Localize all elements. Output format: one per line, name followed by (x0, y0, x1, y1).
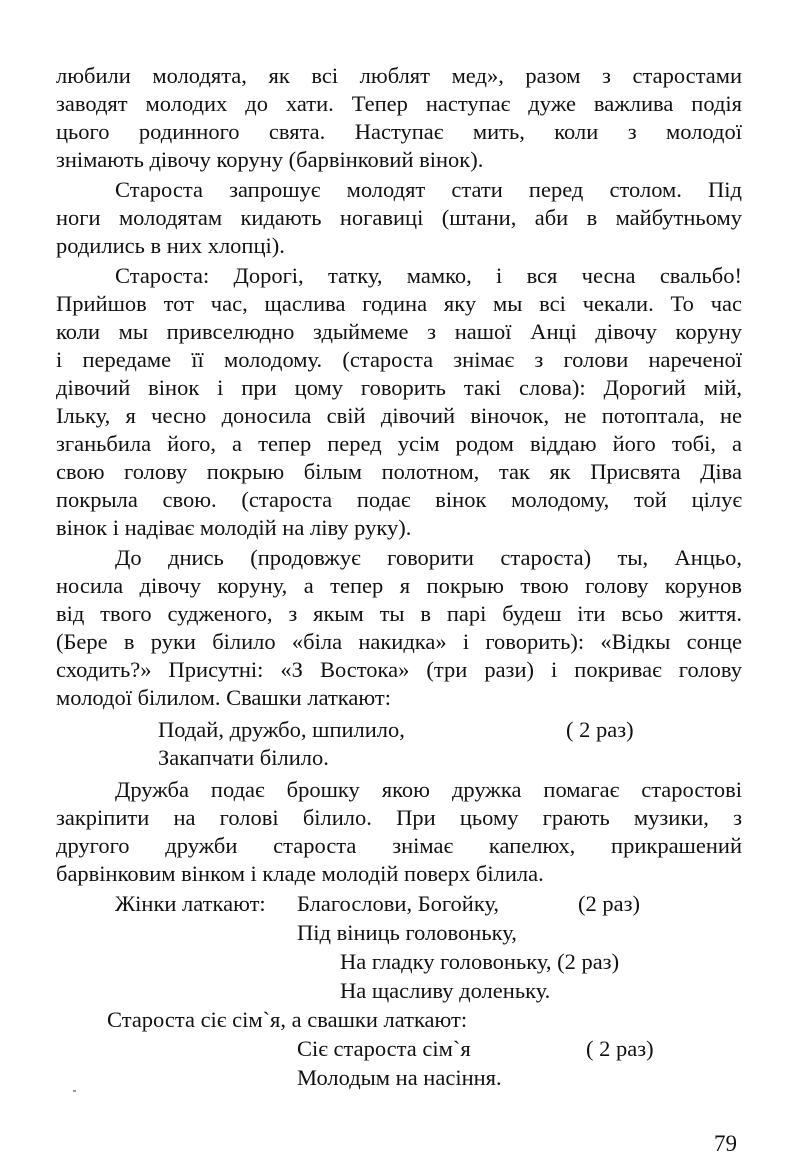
text-line: і передаме її молодому. (староста знімає з голови нареченої (56, 347, 742, 372)
text-line: родились в них хлопці). (56, 233, 285, 258)
text-line: знімають дівочу коруну (барвінковий вінок). (56, 147, 484, 172)
verse-line: На гладку головоньку, (2 раз) (340, 949, 620, 974)
text-line: (Бере в руки білило «біла накидка» і говорить): «Відкы сонце (56, 629, 742, 654)
text-line: свою голову покрыю білым полотном, так як Присвята Діва (56, 459, 742, 484)
verse-line: Під віниць головоньку, (297, 920, 517, 945)
text-line: барвінковим вінком і кладе молодій поверх білила. (56, 861, 544, 886)
text-line: другого дружби староста знімає капелюх, прикрашений (56, 833, 742, 858)
verse-intro: Жінки латкают: (115, 891, 266, 916)
verse-line: Закапчати білило. (158, 745, 329, 770)
verse-repeat-count: (2 раз) (578, 891, 640, 916)
verse-line: Сіє староста сім`я (297, 1036, 471, 1061)
text-line: Ільку, я чесно доносила свій дівочий віночок, не потоптала, не (56, 403, 742, 428)
verse-line: Молодым на насіння. (297, 1065, 502, 1090)
text-line: сходить?» Присутні: «З Востока» (три рази) і покриває голову (56, 657, 742, 682)
text-line: До днись (продовжує говорити староста) ты, Анцьо, (115, 545, 742, 570)
text-line: дівочий вінок і при цому говорить такі слова): Дорогий мій, (56, 375, 742, 400)
text-line: заводят молодих до хати. Тепер наступає дуже важлива подія (56, 91, 742, 116)
text-line: Дружба подає брошку якою дружка помагає старостові (115, 777, 742, 802)
text-line: Староста: Дорогі, татку, мамко, і вся чесна свальбо! (115, 263, 742, 288)
verse-line: Подай, дружбо, шпилило, (158, 717, 405, 742)
text-line: коли мы привселюдно здыймеме з нашої Анці дівочу коруну (56, 319, 742, 344)
text-line: любили молодята, як всі люблят мед», разом з старостами (56, 63, 742, 88)
page-number: 79 (714, 1131, 737, 1156)
text-line: зганьбила його, а тепер перед усім родом віддаю його тобі, а (56, 431, 742, 456)
text-line: вінок і надіває молодій на ліву руку). (56, 515, 412, 540)
verse-repeat-count: ( 2 раз) (586, 1036, 654, 1061)
verse-line: Благослови, Богойку, (297, 891, 500, 916)
text-line: ноги молодятам кидають ногавиці (штани, аби в майбутньому (56, 205, 742, 230)
verse-line: На щасливу доленьку. (340, 978, 551, 1003)
text-line: закріпити на голові білило. При цьому грають музики, з (56, 805, 742, 830)
verse-intro: Староста сіє сім`я, а свашки латкают: (107, 1007, 468, 1032)
scan-speck (73, 1090, 76, 1092)
text-line: Староста запрошує молодят стати перед столом. Під (115, 177, 742, 202)
text-line: від твого судженого, з якым ты в парі будеш іти всьо життя. (56, 601, 742, 626)
text-line: молодої білилом. Свашки латкают: (56, 685, 391, 710)
verse-repeat-count: ( 2 раз) (566, 717, 634, 742)
text-line: покрыла свою. (староста подає вінок молодому, той цілує (56, 487, 742, 512)
text-line: носила дівочу коруну, а тепер я покрыю твою голову корунов (56, 573, 742, 598)
text-line: Прийшов тот час, щаслива година яку мы всі чекали. То час (56, 291, 742, 316)
text-line: цього родинного свята. Наступає мить, коли з молодої (56, 119, 742, 144)
